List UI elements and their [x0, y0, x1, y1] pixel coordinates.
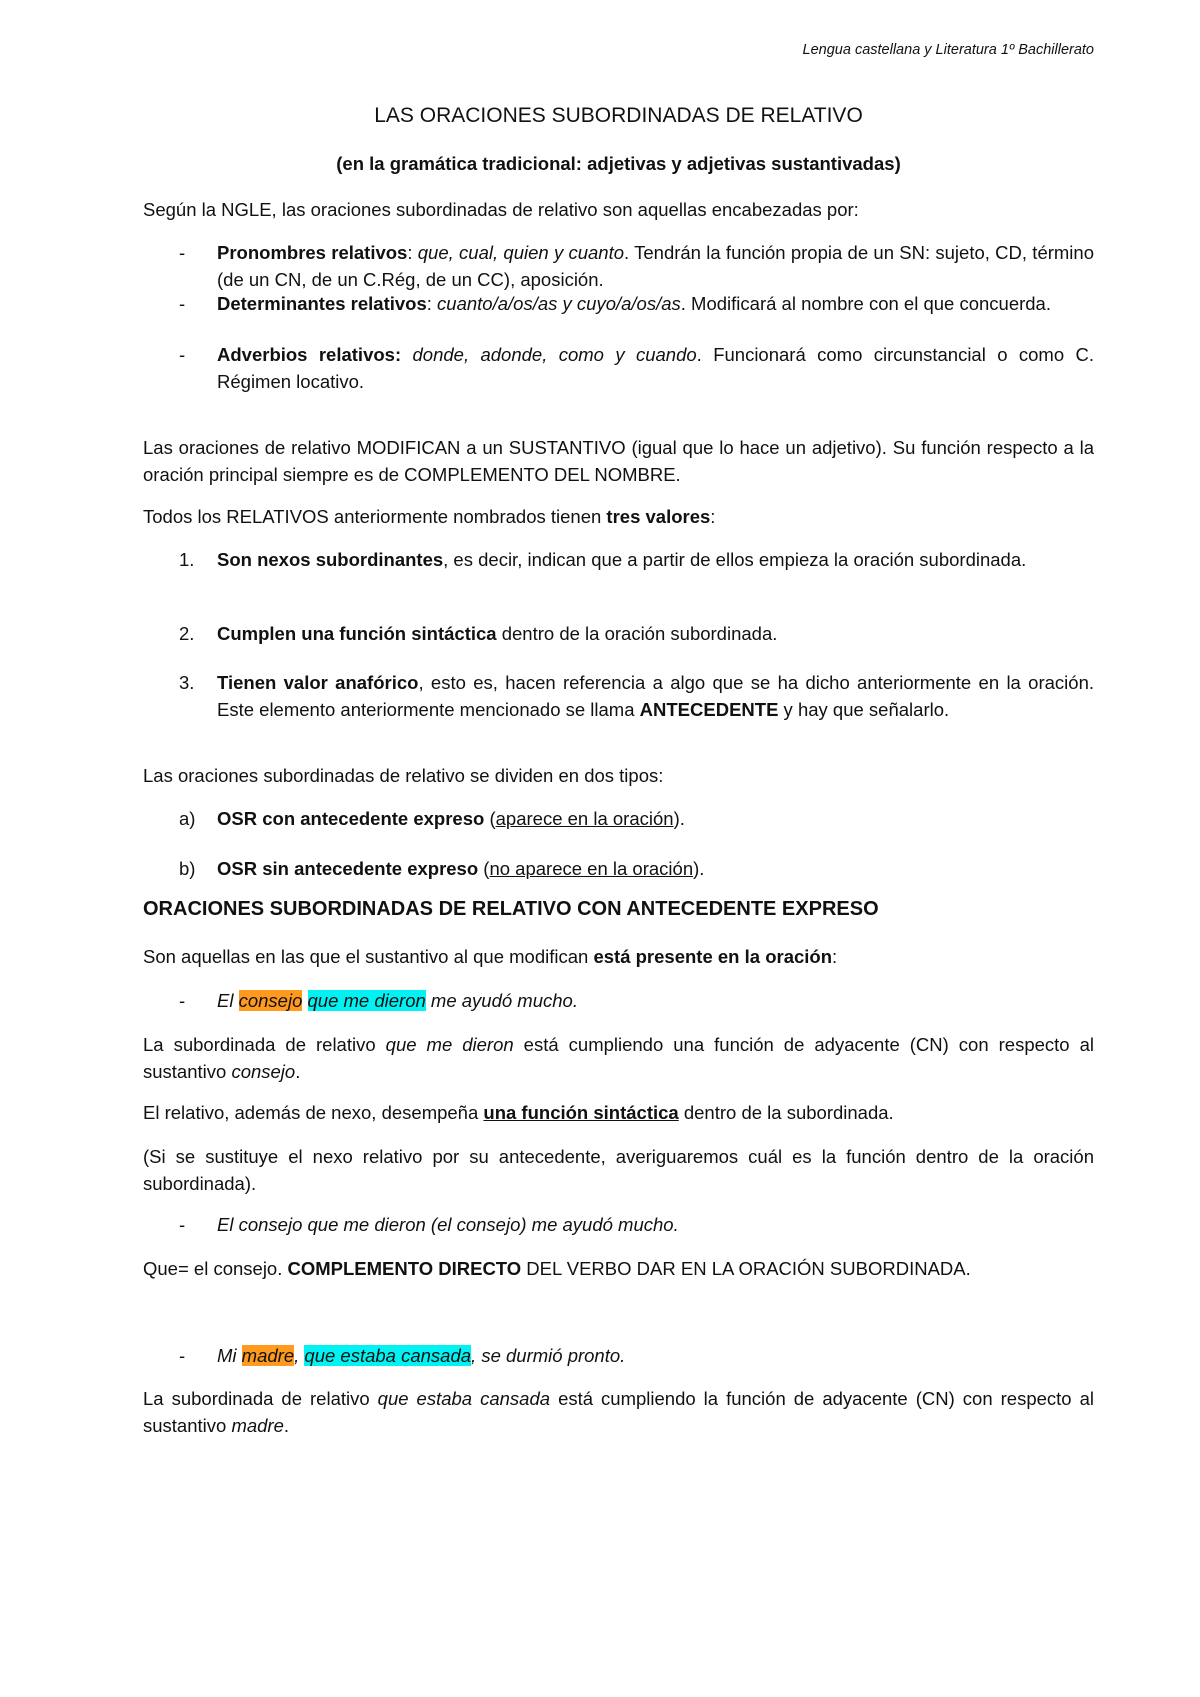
list-dash: - [179, 344, 186, 365]
example-1: - El consejo que me dieron me ayudó mucho. [143, 987, 1094, 1014]
explain-1: La subordinada de relativo que me dieron está cumpliendo una función de adyacente (CN) con respecto al sustantivo consejo. [143, 1034, 1095, 1082]
substitution-note: (Si se sustituye el nexo relativo por su antecedente, averiguaremos cuál es la función dentro de la oración subordinada). [143, 1146, 1094, 1194]
relative-role: El relativo, además de nexo, desempeña una función sintáctica dentro de la subordinada. [143, 1102, 894, 1123]
example-1-substitution: - El consejo que me dieron (el consejo) me ayudó mucho. [143, 1211, 1094, 1238]
section-intro: Son aquellas en las que el sustantivo al que modifican está presente en la oración: [143, 946, 838, 967]
value-item-1: 1. Son nexos subordinantes, es decir, indican que a partir de ellos empieza la oración subordinada. [179, 549, 1027, 570]
relative-item-pronouns: - Pronombres relativos: que, cual, quien y cuanto. Tendrán la función propia de un SN: sujeto, CD, término (de un CN, de un C.Rég, de un CC), aposición. [143, 239, 1094, 293]
explain-2: La subordinada de relativo que estaba cansada está cumpliendo la función de adyacente (CN) con respecto al sustantivo madre. [143, 1388, 1094, 1436]
type-item-b: b) OSR sin antecedente expreso (no aparece en la oración). [179, 858, 705, 879]
conclusion-1: Que= el consejo. COMPLEMENTO DIRECTO DEL VERBO DAR EN LA ORACIÓN SUBORDINADA. [143, 1258, 971, 1279]
page-subtitle: (en la gramática tradicional: adjetivas y adjetivas sustantivadas) [336, 153, 901, 174]
list-dash: - [179, 242, 186, 263]
relative-clause-highlight: que me dieron [307, 990, 426, 1011]
page-header: Lengua castellana y Literatura 1º Bachillerato [802, 42, 1094, 58]
intro-paragraph: Según la NGLE, las oraciones subordinadas de relativo son aquellas encabezadas por: [143, 199, 859, 220]
antecedent-highlight: madre [241, 1345, 295, 1366]
list-dash: - [179, 990, 186, 1011]
value-item-3: 3. Tienen valor anafórico, esto es, hacen referencia a algo que se ha dicho anteriormente en la oración. Este elemento anteriormente mencionado se llama ANTECEDENTE y hay que señalarlo. [179, 672, 1094, 720]
section-heading: ORACIONES SUBORDINADAS DE RELATIVO CON ANTECEDENTE EXPRESO [143, 898, 879, 920]
relative-item-adverbs: - Adverbios relativos: donde, adonde, como y cuando. Funcionará como circunstancial o como C. Régimen locativo. [143, 341, 1094, 395]
value-item-2: 2. Cumplen una función sintáctica dentro de la oración subordinada. [179, 623, 778, 644]
relative-item-determiners: - Determinantes relativos: cuanto/a/os/as y cuyo/a/os/as. Modificará al nombre con el que concuerda. [143, 290, 1094, 317]
antecedent-highlight: consejo [238, 990, 303, 1011]
list-dash: - [179, 1214, 186, 1235]
example-2: - Mi madre, que estaba cansada, se durmió pronto. [143, 1342, 1094, 1369]
list-dash: - [179, 293, 186, 314]
page-title: LAS ORACIONES SUBORDINADAS DE RELATIVO [374, 104, 863, 127]
relative-clause-highlight: que estaba cansada [304, 1345, 472, 1366]
type-item-a: a) OSR con antecedente expreso (aparece en la oración). [179, 808, 685, 829]
modify-paragraph: Las oraciones de relativo MODIFICAN a un SUSTANTIVO (igual que lo hace un adjetivo). Su función respecto a la oración principal siempre es de COMPLEMENTO DEL NOMBRE. [143, 437, 1094, 485]
types-intro: Las oraciones subordinadas de relativo se dividen en dos tipos: [143, 765, 664, 786]
values-intro: Todos los RELATIVOS anteriormente nombrados tienen tres valores: [143, 506, 716, 527]
list-dash: - [179, 1345, 186, 1366]
